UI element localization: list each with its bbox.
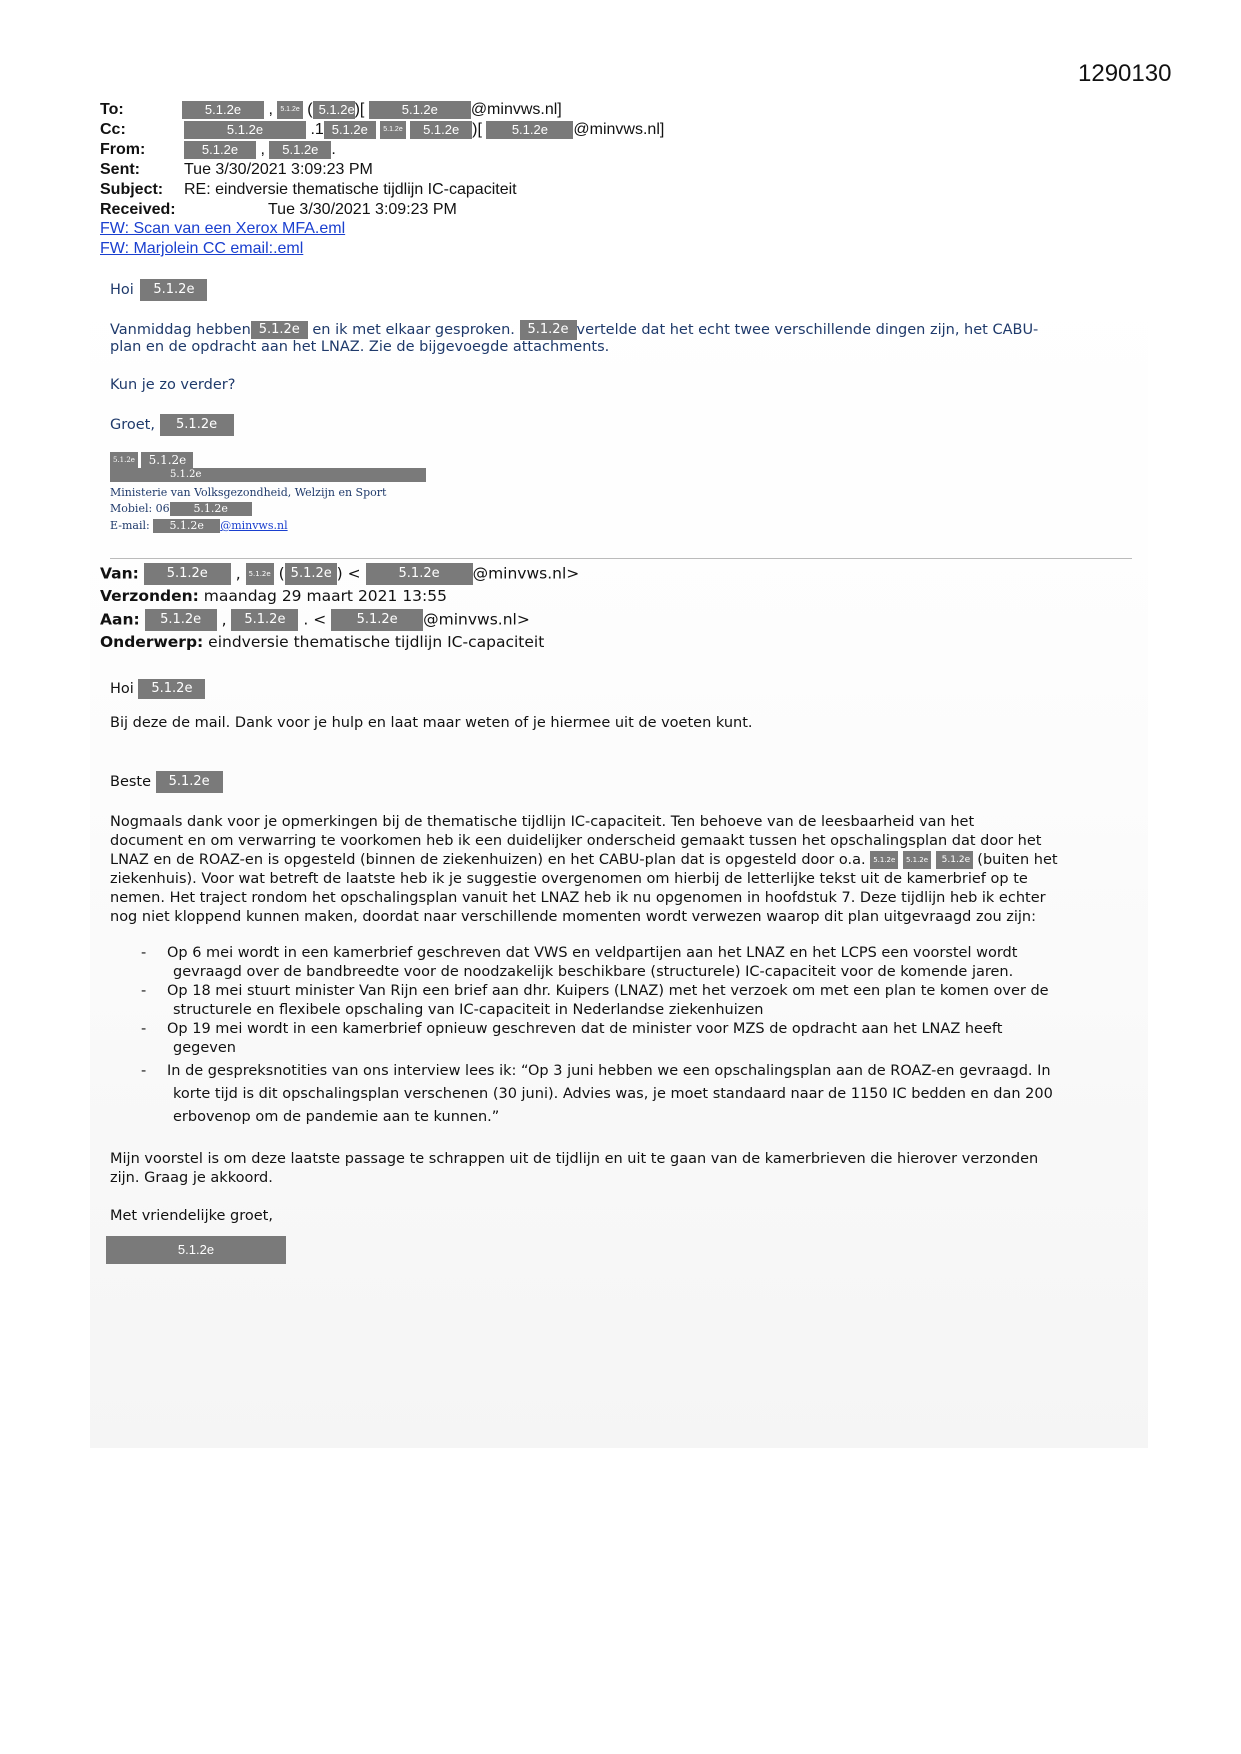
signature-name [110, 452, 193, 468]
bullet-line: In de gespreksnotities van ons interview lees ik: “Op 3 juni hebben we een opschalingsplan aan de ROAZ-en gevraagd. In [167, 1063, 1051, 1079]
redaction: 5.1.2e [182, 101, 264, 119]
sent-label: Sent: [100, 161, 140, 178]
reply-closing-text: Groet, [110, 417, 155, 433]
onderwerp-label: Onderwerp: [100, 633, 204, 651]
reply-line-1 [110, 320, 1038, 340]
redaction: 5.1.2e [251, 321, 308, 339]
separator [110, 558, 1132, 559]
verzonden-value: maandag 29 maart 2021 13:55 [203, 587, 447, 605]
signature-mobile [110, 502, 252, 516]
redaction: 5.1.2e [269, 141, 331, 159]
original-greeting-text: Hoi [110, 681, 134, 697]
aan-label: Aan: [100, 610, 140, 629]
sent-row [100, 160, 373, 179]
redaction: 5.1.2e [903, 851, 931, 869]
redaction: 5.1.2e [246, 563, 274, 585]
received-value: Tue 3/30/2021 3:09:23 PM [268, 201, 457, 218]
cc-label: Cc: [100, 121, 126, 138]
signature-email-label: E-mail: [110, 519, 150, 532]
redaction: 5.1.2e [106, 1236, 286, 1264]
paragraph-line: Nogmaals dank voor je opmerkingen bij de thematische tijdlijn IC-capaciteit. Ten behoeve van de leesbaarheid van het [110, 814, 975, 830]
redaction: 5.1.2e [936, 851, 973, 869]
redaction: 5.1.2e [520, 320, 577, 340]
redaction: 5.1.2e [380, 121, 405, 139]
redaction: 5.1.2e [144, 563, 231, 585]
to-label: To: [100, 101, 124, 118]
paragraph-text: (buiten het [977, 852, 1058, 868]
redaction: 5.1.2e [870, 851, 898, 869]
signature-email-link[interactable]: @minvws.nl [220, 519, 288, 532]
original-closing: Met vriendelijke groet, [110, 1208, 273, 1224]
subject-row [100, 180, 517, 199]
reply-question: Kun je zo verder? [110, 377, 236, 393]
redaction: 5.1.2e [153, 519, 220, 533]
signature-email [110, 519, 288, 533]
redaction: 5.1.2e [145, 609, 217, 631]
redaction: 5.1.2e [277, 101, 302, 119]
paragraph-text: LNAZ en de ROAZ-en is opgesteld (binnen de ziekenhuizen) en het CABU-plan dat is opgesteld door o.a. [110, 852, 866, 868]
beste-text: Beste [110, 774, 152, 790]
van-domain: @minvws.nl> [472, 564, 580, 583]
redaction: 5.1.2e [140, 279, 207, 301]
van-row: Van: 5.1.2e , 5.1.2e ( 5.1.2e ) < 5.1.2e @minvws.nl> [100, 563, 579, 585]
redaction: 5.1.2e [184, 141, 256, 159]
onderwerp-row [100, 633, 544, 651]
proposal-line: Mijn voorstel is om deze laatste passage te schrappen uit de tijdlijn en uit te gaan van de kamerbrieven die hierover verzonden [110, 1151, 1039, 1167]
attachment-link[interactable]: FW: Scan van een Xerox MFA.eml [100, 220, 346, 237]
aan-row: Aan: 5.1.2e , 5.1.2e . < 5.1.2e @minvws.nl> [100, 609, 530, 631]
bullet-line: korte tijd is dit opschalingsplan verschenen (30 juni). Advies was, je moet standaard naar de 1150 IC bedden en dan 200 [173, 1086, 1053, 1102]
bullet-line: structurele en flexibele opschaling van IC-capaciteit in Nederlandse ziekenhuizen [173, 1002, 764, 1018]
redaction: 5.1.2e [366, 563, 473, 585]
bullet-marker: - [141, 1021, 147, 1037]
bullet-marker: - [141, 945, 147, 961]
redaction: 5.1.2e [324, 121, 376, 139]
signature-ministry: Ministerie van Volksgezondheid, Welzijn en Sport [110, 486, 387, 499]
received-row [100, 200, 457, 219]
to-row: To: 5.1.2e , 5.1.2e ( 5.1.2e)[ 5.1.2e @minvws.nl] [100, 101, 562, 118]
redaction: 5.1.2e [331, 609, 423, 631]
redaction: 5.1.2e [231, 609, 298, 631]
bullet-line: gevraagd over de bandbreedte voor de noodzakelijk beschikbare (structurele) IC-capaciteit voor de komende jaren. [173, 964, 1014, 980]
bullet-line: Op 6 mei wordt in een kamerbrief geschreven dat VWS en veldpartijen aan het LNAZ en het LCPS een voorstel wordt [167, 945, 1018, 961]
redaction: 5.1.2e [110, 452, 138, 468]
subject-value: RE: eindversie thematische tijdlijn IC-capaciteit [184, 181, 517, 198]
redaction: 5.1.2e [160, 414, 234, 436]
redaction: 5.1.2e [369, 101, 471, 119]
sent-value: Tue 3/30/2021 3:09:23 PM [184, 161, 373, 178]
redaction: 5.1.2e [156, 771, 223, 793]
redaction: 5.1.2e [184, 121, 306, 139]
bullet-marker: - [141, 1063, 147, 1079]
cc-row: Cc: 5.1.2e .1 5.1.2e 5.1.2e 5.1.2e )[ 5.1.2e @minvws.nl] [100, 121, 665, 138]
redaction: 5.1.2e [486, 121, 573, 139]
redaction: 5.1.2e [110, 468, 426, 482]
redaction: 5.1.2e [138, 679, 205, 699]
bullet-line: gegeven [173, 1040, 236, 1056]
reply-greeting [110, 279, 207, 301]
received-label: Received: [100, 201, 176, 218]
verzonden-label: Verzonden: [100, 587, 199, 605]
bullet-line: Op 18 mei stuurt minister Van Rijn een brief aan dhr. Kuipers (LNAZ) met het verzoek om met een plan te komen over de [167, 983, 1049, 999]
reply-text: Vanmiddag hebben [110, 322, 251, 338]
subject-label: Subject: [100, 181, 164, 198]
paragraph-line: ziekenhuis). Voor wat betreft de laatste heb ik je suggestie overgenomen om hierbij de letterlijke tekst uit de kamerbrief op te [110, 871, 1028, 887]
redaction: 5.1.2e [313, 101, 355, 119]
paragraph-line: nemen. Het traject rondom het opschalingsplan vanuit het LNAZ heb ik nu opgenomen in hoofdstuk 7. Deze tijdlijn heb ik echter [110, 890, 1046, 906]
reply-text: vertelde dat het echt twee verschillende dingen zijn, het CABU- [576, 322, 1039, 338]
redaction: 5.1.2e [285, 563, 337, 585]
reply-closing [110, 414, 234, 436]
from-row: From: 5.1.2e , 5.1.2e . [100, 141, 336, 158]
onderwerp-value: eindversie thematische tijdlijn IC-capaciteit [208, 633, 545, 651]
paragraph-line: nog niet kloppend kunnen maken, doordat naar verschillende momenten wordt verwezen waarop dit plan uitgevraagd zou zijn: [110, 909, 1037, 925]
to-domain: @minvws.nl] [470, 101, 562, 118]
redaction: 5.1.2e [410, 121, 472, 139]
cc-domain: @minvws.nl] [573, 121, 665, 138]
bullet-marker: - [141, 983, 147, 999]
paragraph-line [110, 851, 1058, 870]
reply-greeting-text: Hoi [110, 282, 134, 298]
original-beste [110, 771, 223, 793]
bullet-line: Op 19 mei wordt in een kamerbrief opnieuw geschreven dat de minister voor MZS de opdracht aan het LNAZ heeft [167, 1021, 1003, 1037]
reply-line-2: plan en de opdracht aan het LNAZ. Zie de bijgevoegde attachments. [110, 339, 610, 355]
document-number: 1290130 [1078, 60, 1172, 87]
proposal-line: zijn. Graag je akkoord. [110, 1170, 273, 1186]
original-intro: Bij deze de mail. Dank voor je hulp en laat maar weten of je hiermee uit de voeten kunt. [110, 715, 753, 731]
van-label: Van: [100, 564, 139, 583]
aan-domain: @minvws.nl> [423, 610, 530, 629]
bullet-line: erbovenop om de pandemie aan te kunnen.” [173, 1109, 500, 1125]
signature-title [110, 468, 426, 482]
reply-text: en ik met elkaar gesproken. [312, 322, 515, 338]
sender-signature [106, 1236, 286, 1264]
redaction: 5.1.2e [170, 502, 252, 516]
attachment-link[interactable]: FW: Marjolein CC email:.eml [100, 240, 304, 257]
from-label: From: [100, 141, 146, 158]
redaction: 5.1.2e [141, 452, 193, 468]
original-greeting [110, 679, 205, 699]
verzonden-row [100, 587, 447, 605]
signature-mobile-label: Mobiel: 06 [110, 502, 170, 515]
paragraph-line: document en om verwarring te voorkomen heb ik een duidelijker onderscheid gemaakt tussen het opschalingsplan dat door het [110, 833, 1042, 849]
